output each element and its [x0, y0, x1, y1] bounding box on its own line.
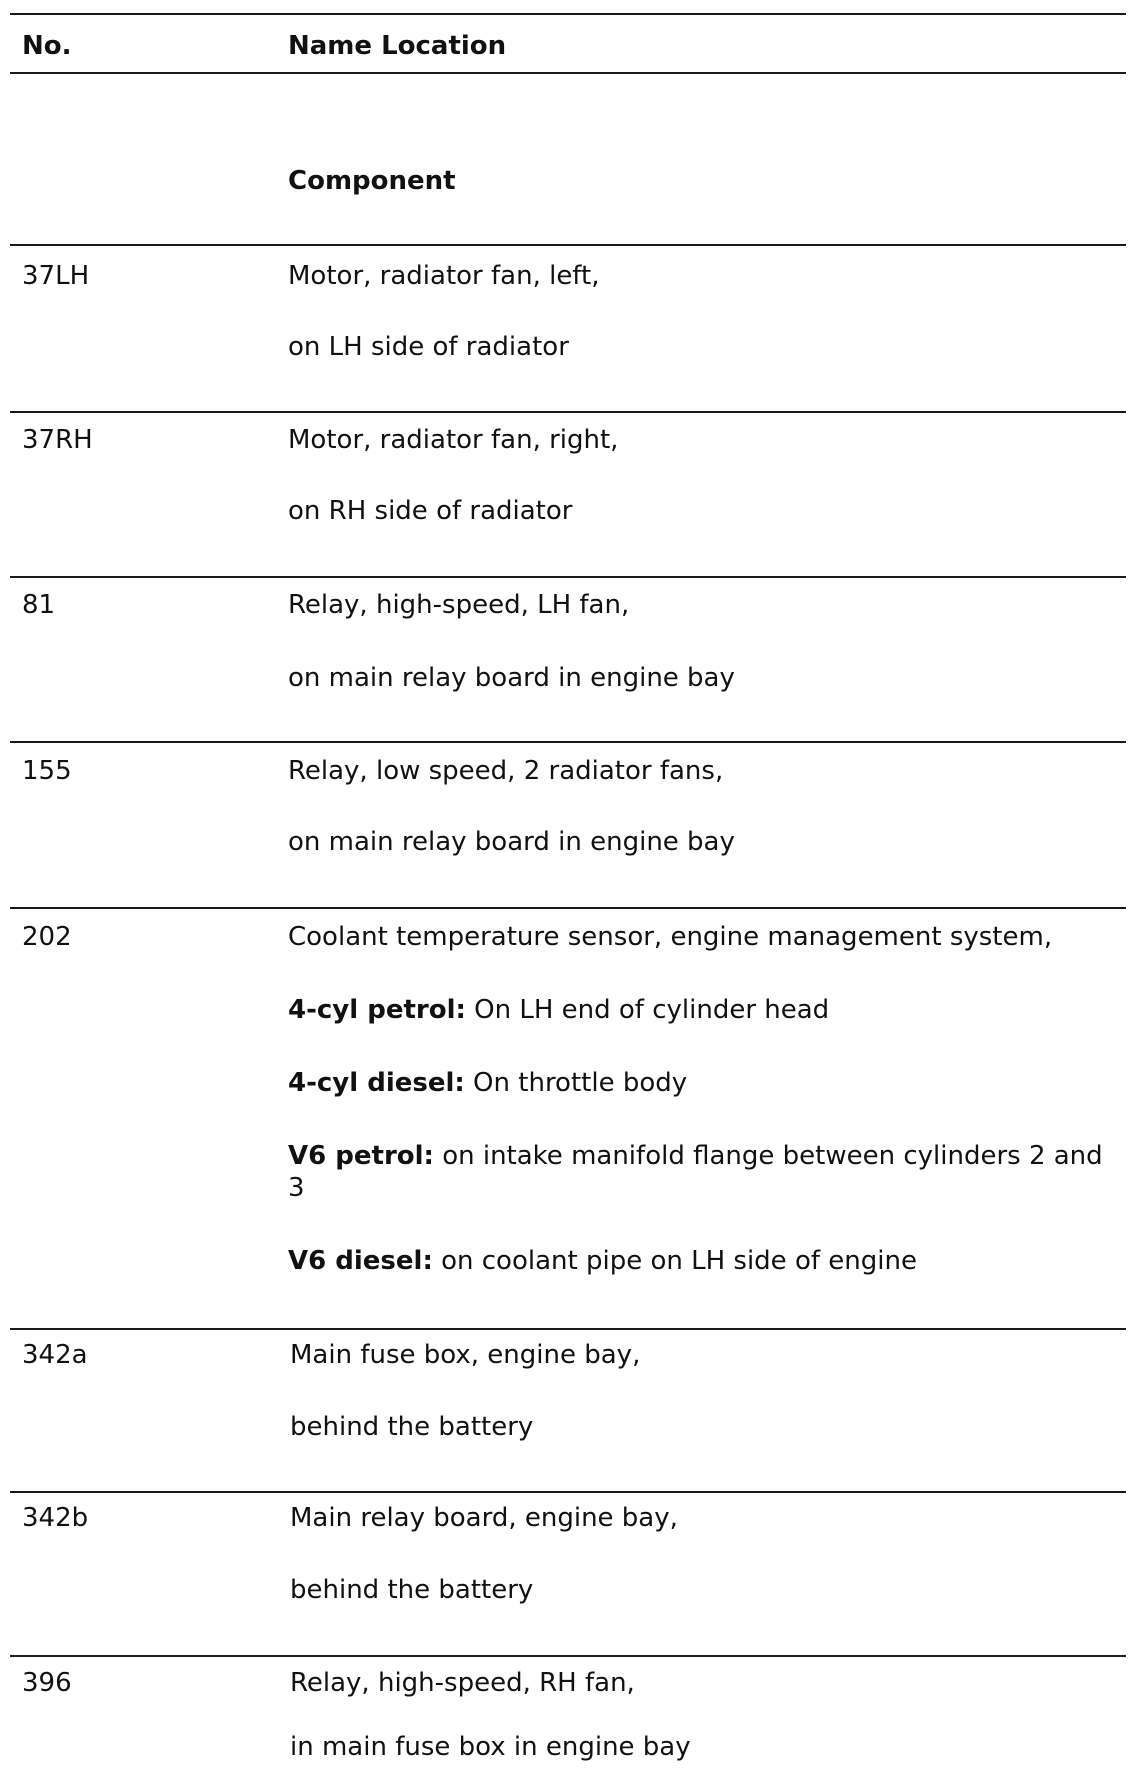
variant-text: on intake manifold flange between cylinders 2 and 3 — [288, 1141, 1103, 1203]
row-number: 37RH — [22, 425, 93, 455]
row-location-variant — [288, 1245, 917, 1277]
row-location: on main relay board in engine bay — [288, 827, 735, 857]
row-location-variant — [288, 1140, 1118, 1204]
row-rule — [10, 1328, 1126, 1330]
row-location: behind the battery — [290, 1412, 534, 1442]
row-number: 81 — [22, 590, 56, 620]
column-header-component: Component — [288, 166, 456, 196]
row-rule — [10, 1655, 1126, 1657]
row-location-variant — [288, 1067, 687, 1099]
column-header-name-location: Name Location — [288, 31, 507, 61]
row-rule — [10, 244, 1126, 246]
row-location: on main relay board in engine bay — [288, 663, 735, 693]
variant-label: V6 petrol: — [288, 1141, 434, 1171]
header-rule — [10, 72, 1126, 74]
row-number: 396 — [22, 1668, 72, 1698]
row-location-variant — [288, 994, 829, 1026]
variant-label: V6 diesel: — [288, 1246, 433, 1276]
row-rule — [10, 576, 1126, 578]
row-name: Motor, radiator fan, left, — [288, 261, 600, 291]
variant-text: on coolant pipe on LH side of engine — [432, 1246, 917, 1276]
row-number: 202 — [22, 922, 72, 952]
variant-text: On LH end of cylinder head — [465, 995, 830, 1025]
row-number: 342b — [22, 1503, 89, 1533]
variant-label: 4-cyl petrol: — [288, 995, 466, 1025]
row-number: 342a — [22, 1340, 88, 1370]
row-name: Main relay board, engine bay, — [290, 1503, 678, 1533]
column-header-no: No. — [22, 31, 72, 61]
row-name: Relay, low speed, 2 radiator fans, — [288, 756, 724, 786]
row-rule — [10, 411, 1126, 413]
row-location: behind the battery — [290, 1575, 534, 1605]
row-rule — [10, 741, 1126, 743]
row-name: Relay, high-speed, RH fan, — [290, 1668, 635, 1698]
row-name: Motor, radiator fan, right, — [288, 425, 619, 455]
row-rule — [10, 1491, 1126, 1493]
table-top-rule — [10, 13, 1126, 15]
row-location: in main fuse box in engine bay — [290, 1732, 691, 1762]
variant-label: 4-cyl diesel: — [288, 1068, 465, 1098]
row-name: Coolant temperature sensor, engine management system, — [288, 922, 1053, 952]
row-rule — [10, 907, 1126, 909]
row-number: 37LH — [22, 261, 90, 291]
row-number: 155 — [22, 756, 72, 786]
row-location: on LH side of radiator — [288, 332, 569, 362]
variant-text: On throttle body — [464, 1068, 688, 1098]
row-name: Relay, high-speed, LH fan, — [288, 590, 630, 620]
row-location: on RH side of radiator — [288, 496, 573, 526]
row-name: Main fuse box, engine bay, — [290, 1340, 641, 1370]
